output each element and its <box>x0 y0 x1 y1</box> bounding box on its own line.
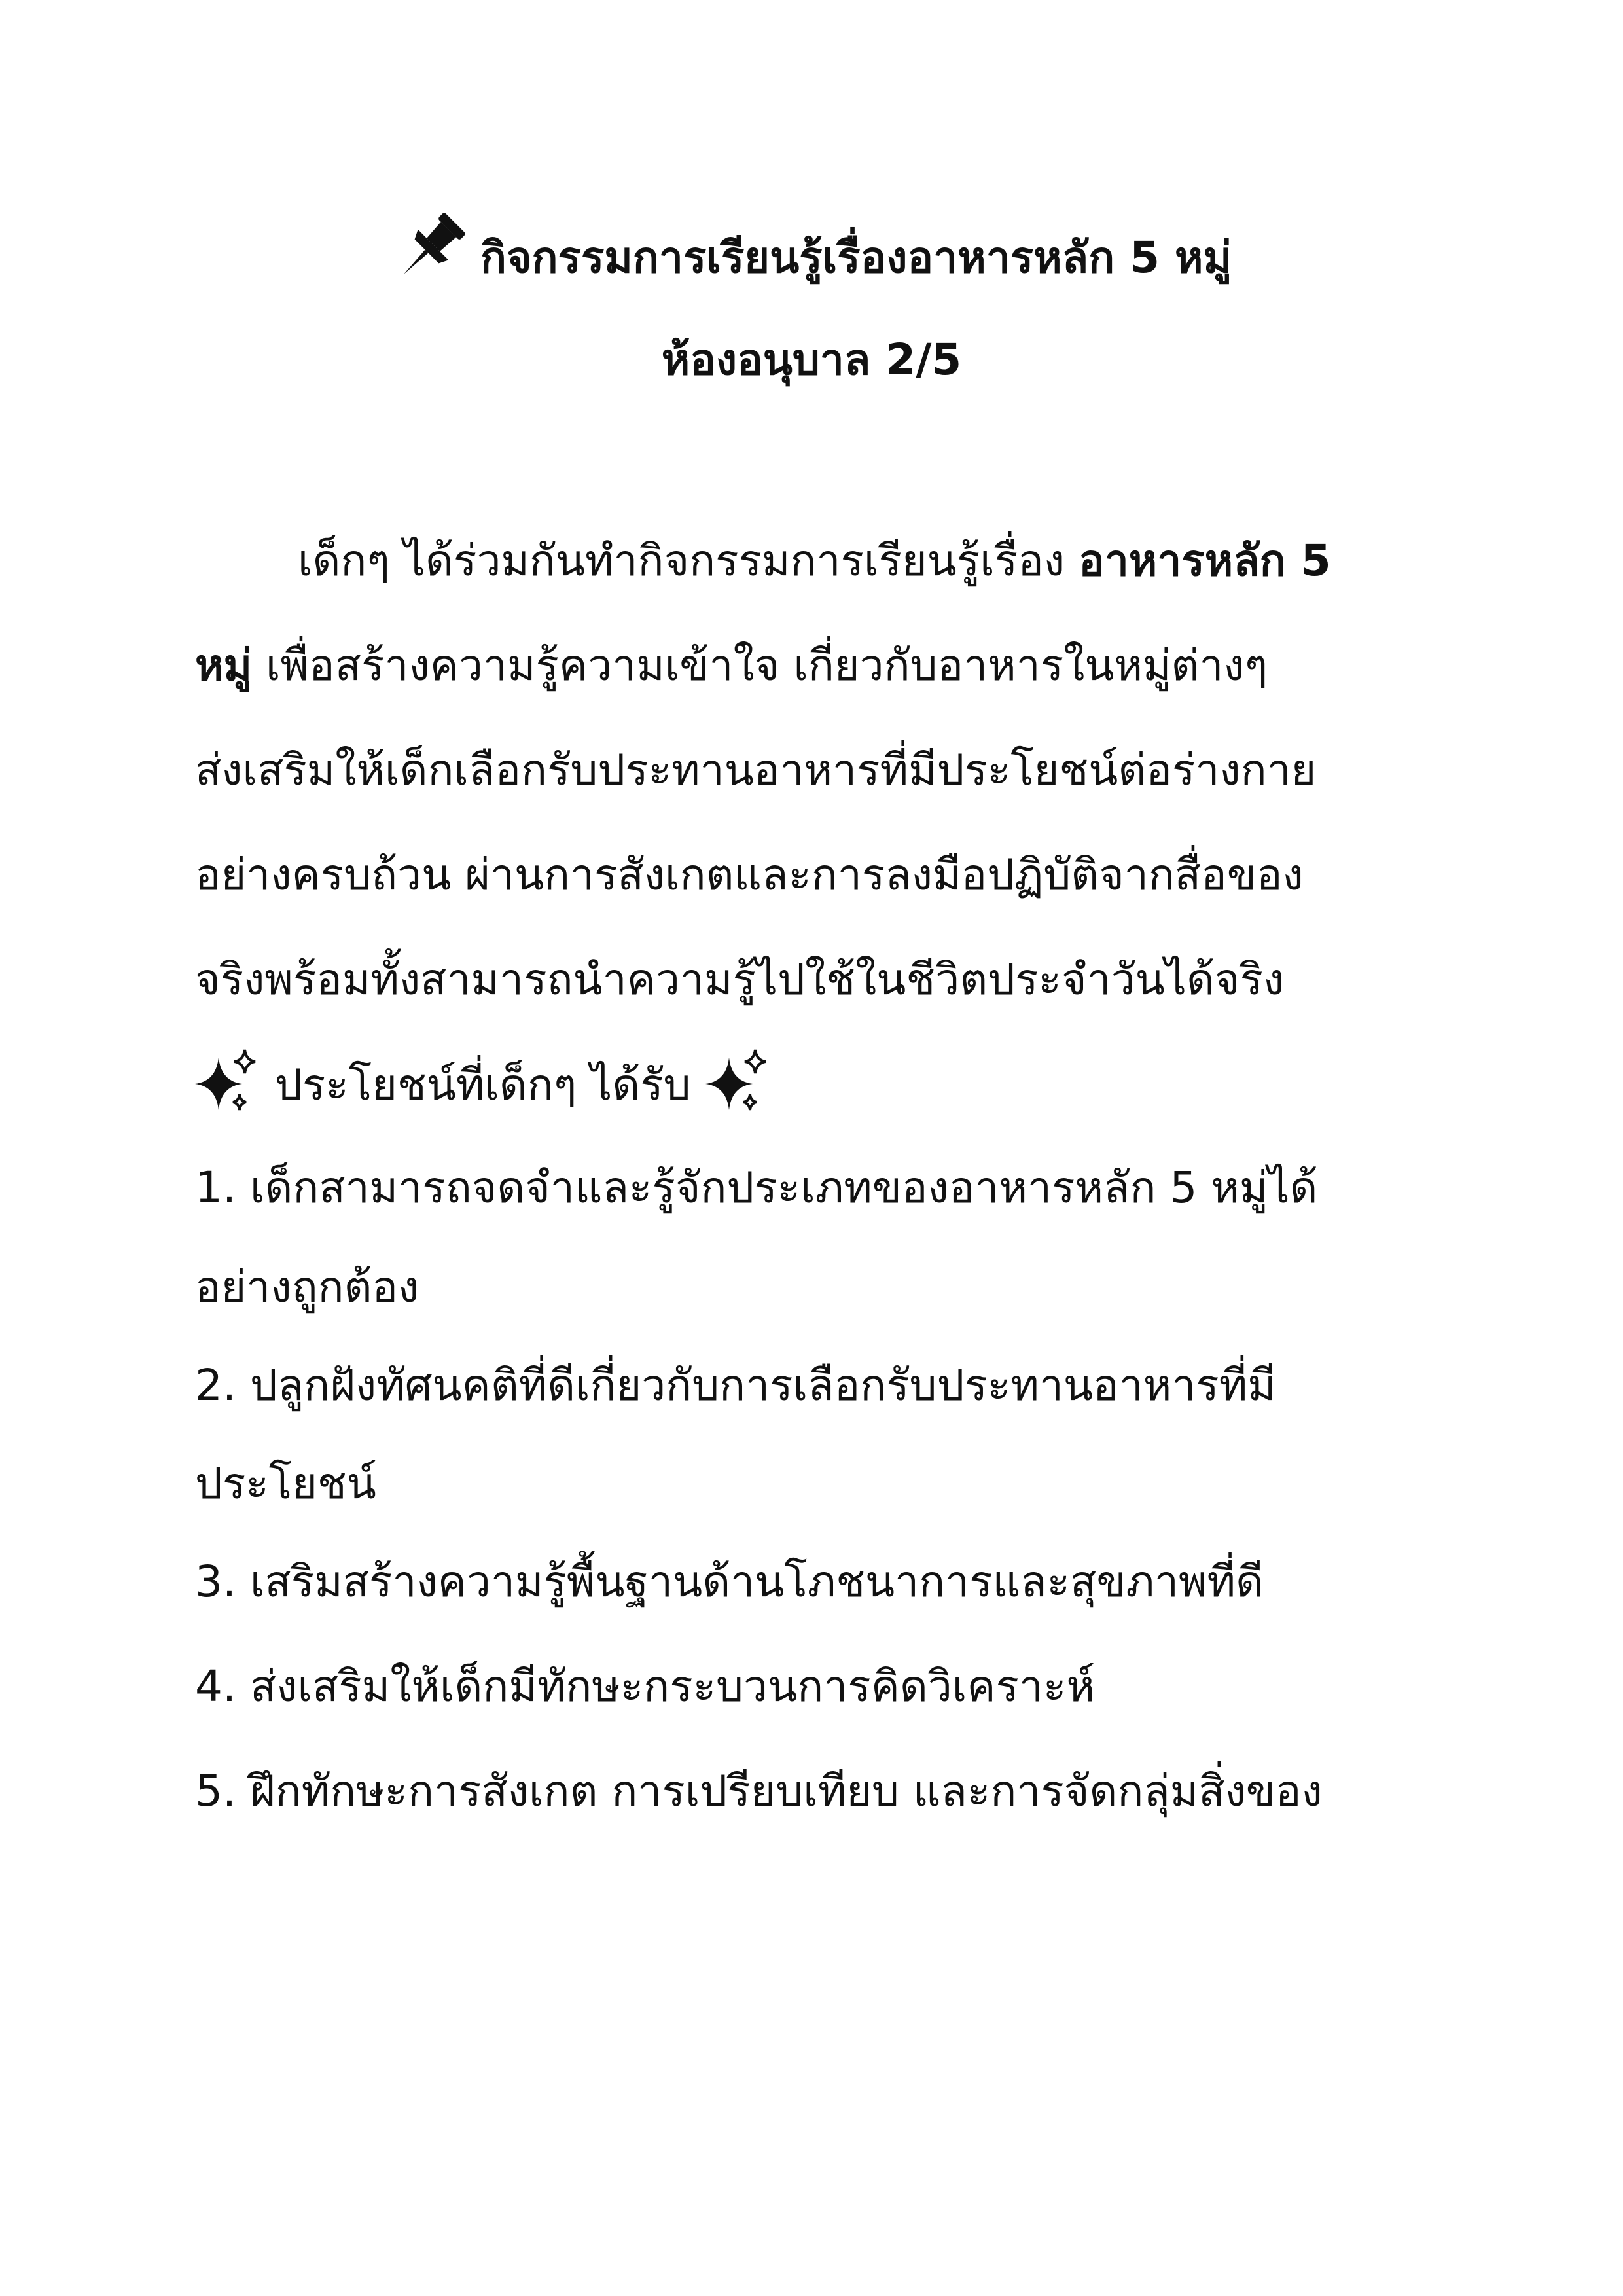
intro-line-5: จริงพร้อมทั้งสามารถนำความรู้ไปใช้ในชีวิตประจำวันได้จริง <box>195 954 1285 1005</box>
benefit-item-1: 1. เด็กสามารถจดจำและรู้จักประเภทของอาหารหลัก 5 หมู่ได้ <box>195 1162 1318 1213</box>
intro-line-4: อย่างครบถ้วน ผ่านการสังเกตและการลงมือปฏิบัติจากสื่อของ <box>195 850 1304 900</box>
intro-line-1-bold: อาหารหลัก 5 <box>1079 535 1331 586</box>
intro-line-2-text: เพื่อสร้างความรู้ความเข้าใจ เกี่ยวกับอาหารในหมู่ต่างๆ <box>252 640 1268 691</box>
pushpin-icon <box>391 209 469 287</box>
intro-line-2-bold: หมู่ <box>195 640 253 691</box>
page-title: กิจกรรมการเรียนรู้เรื่องอาหารหลัก 5 หมู่ <box>480 232 1232 283</box>
intro-line-1-text: เด็กๆ ได้ร่วมกันทำกิจกรรมการเรียนรู้เรื่อง <box>298 535 1079 586</box>
intro-line-3: ส่งเสริมให้เด็กเลือกรับประทานอาหารที่มีประโยชน์ต่อร่างกาย <box>195 745 1317 795</box>
sparkles-icon <box>705 1046 771 1118</box>
benefits-heading <box>195 1046 771 1121</box>
sparkles-icon <box>195 1046 260 1118</box>
benefit-item-2: 2. ปลูกฝังทัศนคติที่ดีเกี่ยวกับการเลือกรับประทานอาหารที่มี <box>195 1360 1276 1410</box>
benefit-item-5: 5. ฝึกทักษะการสังเกต การเปรียบเทียบ และการจัดกลุ่มสิ่งของ <box>195 1766 1323 1816</box>
benefit-item-3: 3. เสริมสร้างความรู้พื้นฐานด้านโภชนาการและสุขภาพที่ดี <box>195 1556 1264 1607</box>
benefit-item-2-continued: ประโยชน์ <box>195 1458 376 1509</box>
benefit-item-4: 4. ส่งเสริมให้เด็กมีทักษะกระบวนการคิดวิเคราะห์ <box>195 1661 1095 1712</box>
intro-line-2 <box>195 630 1268 702</box>
intro-line-1 <box>298 525 1331 597</box>
title-line-1 <box>0 209 1623 294</box>
benefits-heading-label: ประโยชน์ที่เด็กๆ ได้รับ <box>275 1060 691 1110</box>
page-subtitle: ห้องอนุบาล 2/5 <box>661 334 962 385</box>
benefit-item-1-continued: อย่างถูกต้อง <box>195 1262 419 1312</box>
